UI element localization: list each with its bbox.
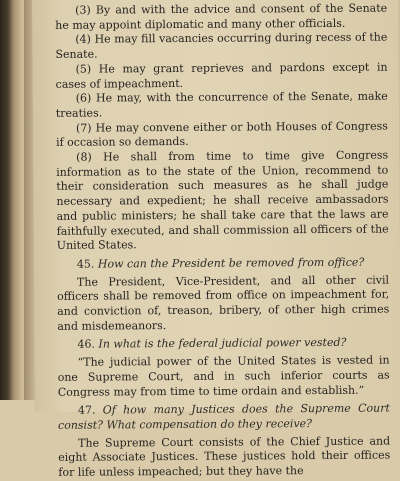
page-text	[55, 2, 390, 481]
book-page	[32, 0, 400, 479]
question-text: Of how many Justices does the Supreme Court consist? What compensation do they receive?	[57, 401, 390, 432]
answer-45: The President, Vice-President, and all other civil officers shall be removed from office on impeachment for, and conviction of, treason, bribery, of other high crimes and misdemeanors.	[57, 273, 390, 333]
question-number: 45.	[76, 257, 95, 271]
clause-4: (4) He may fill vacancies occurring during recess of the Senate.	[55, 30, 388, 61]
question-46	[57, 336, 389, 353]
question-text: In what is the federal judicial power vested?	[98, 336, 347, 352]
clause-3: (3) By and with the advice and consent of the Senate he may appoint diplomatic and many other officials.	[55, 1, 388, 32]
clause-8: (8) He shall from time to time give Congress information as to the state of the Union, recommend to their consideration such measures as he shall judge necessary and expedient; he shall receive ambassadors and public ministers; he shall take care that the laws are faithfully executed, and shall commission all officers of the United States.	[56, 148, 389, 253]
question-number: 47.	[77, 403, 96, 417]
clause-5: (5) He may grant reprieves and pardons except in cases of impeachment.	[55, 60, 388, 91]
answer-46: “The judicial power of the United States is vested in one Supreme Court, and in such inferior courts as Congress may from time to time ordain and establish.”	[57, 353, 390, 399]
question-47	[58, 402, 390, 434]
question-number: 46.	[77, 338, 96, 352]
question-45	[57, 255, 389, 272]
answer-47: The Supreme Court consists of the Chief Justice and eight Associate Justices. These justices hold their offices for life unless impeached; but they have the	[58, 434, 391, 479]
question-text: How can the President be removed from office?	[97, 255, 365, 271]
clause-7: (7) He may convene either or both Houses of Congress if occasion so demands.	[56, 119, 388, 150]
clause-6: (6) He may, with the concurrence of the Senate, make treaties.	[55, 89, 388, 120]
